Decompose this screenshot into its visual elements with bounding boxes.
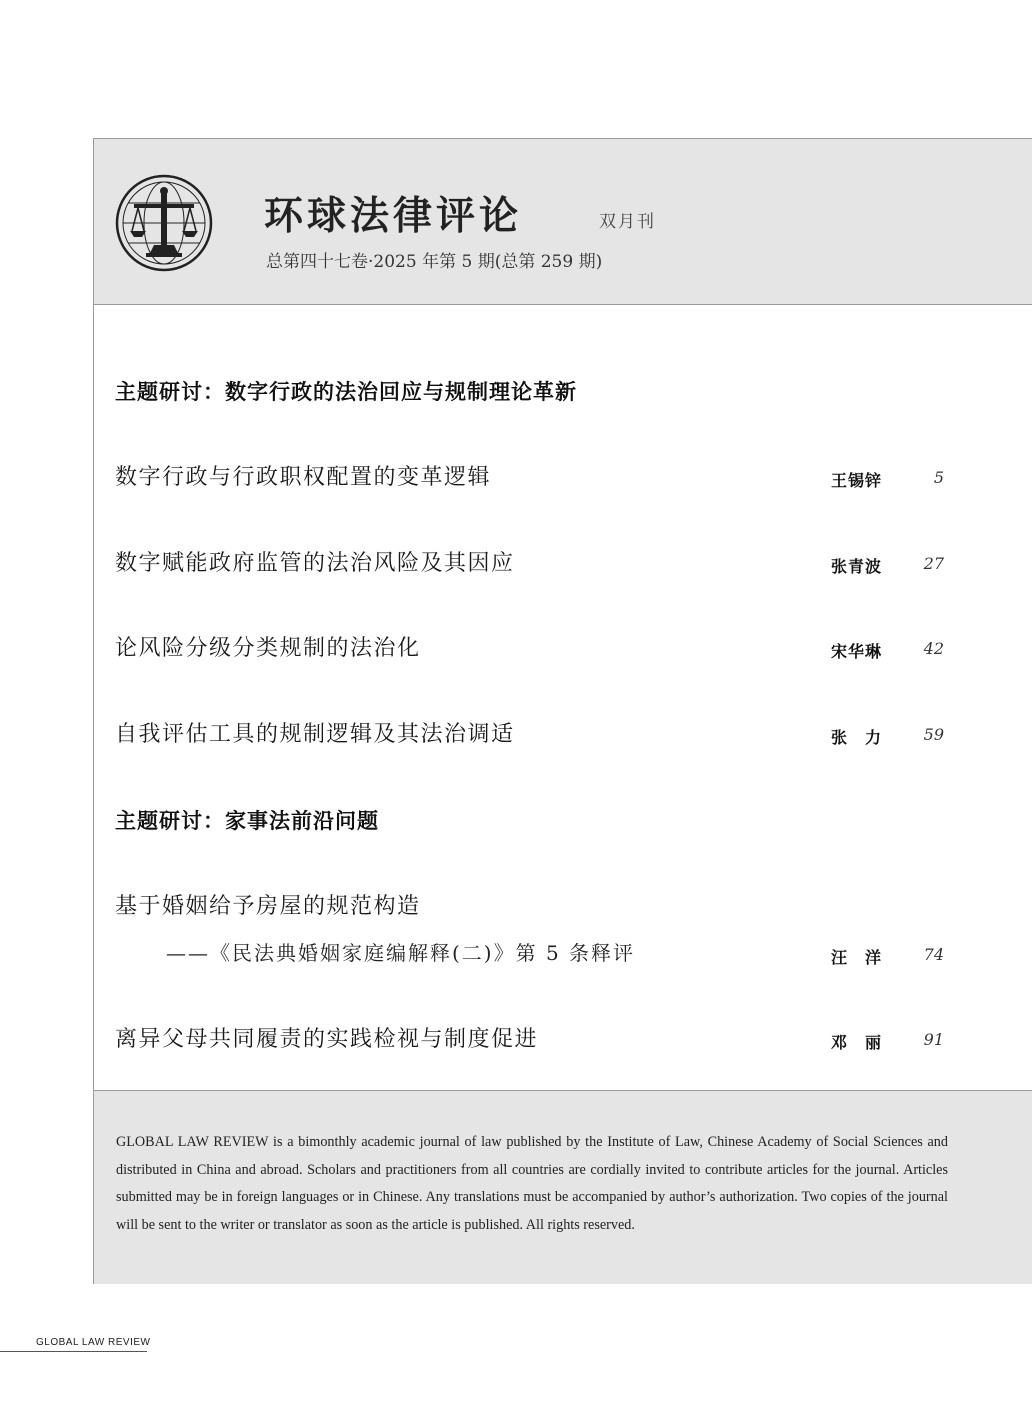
article-author: 邓丽 bbox=[831, 1033, 900, 1052]
article-author: 张力 bbox=[831, 728, 900, 747]
journal-title: 环球法律评论 bbox=[264, 194, 523, 239]
journal-statement: GLOBAL LAW REVIEW is a bimonthly academic journal of law published by the Institute of Law, Chinese Academy of Social Sciences and distributed in China and abroad. Scholars and practitioners from all countries are cordially invited to contribute articles for the journal. Articles submitted may be in foreign languages or in Chinese. Any translations must be accompanied by author’s authorization. Two copies of the journal will be sent to the writer or translator as soon as the article is published. All rights reserved. bbox=[116, 1134, 948, 1233]
running-head-rule bbox=[0, 1351, 147, 1352]
article-author: 汪洋 bbox=[831, 948, 900, 967]
running-head: GLOBAL LAW REVIEW bbox=[36, 1337, 151, 1348]
article-page: 74 bbox=[923, 945, 944, 964]
journal-header bbox=[94, 139, 1032, 305]
contents-frame bbox=[93, 138, 1032, 1284]
article-page: 59 bbox=[923, 725, 944, 744]
article-page: 91 bbox=[923, 1030, 944, 1049]
article-title[interactable]: 数字行政与行政职权配置的变革逻辑 bbox=[115, 465, 492, 490]
section-heading: 主题研讨：家事法前沿问题 bbox=[115, 809, 379, 833]
article-author: 宋华琳 bbox=[831, 642, 883, 661]
issue-info: 总第四十七卷·2025 年第 5 期(总第 259 期) bbox=[266, 252, 603, 272]
article-page: 5 bbox=[933, 468, 944, 487]
article-title[interactable]: 数字赋能政府监管的法治风险及其因应 bbox=[115, 551, 515, 576]
article-title[interactable]: 论风险分级分类规制的法治化 bbox=[115, 636, 421, 661]
article-page: 42 bbox=[923, 639, 944, 658]
article-title[interactable]: 离异父母共同履责的实践检视与制度促进 bbox=[115, 1027, 539, 1052]
article-author: 张青波 bbox=[831, 557, 883, 576]
publication-frequency: 双月刊 bbox=[599, 212, 656, 232]
scales-of-justice-globe-icon bbox=[114, 173, 214, 273]
article-page: 27 bbox=[923, 554, 944, 573]
article-title[interactable]: 基于婚姻给予房屋的规范构造 bbox=[115, 894, 421, 919]
article-title[interactable]: 自我评估工具的规制逻辑及其法治调适 bbox=[115, 722, 515, 747]
article-subtitle: ——《民法典婚姻家庭编解释(二)》第 5 条释评 bbox=[166, 941, 636, 965]
journal-statement-box bbox=[94, 1090, 1032, 1284]
article-author: 王锡锌 bbox=[831, 471, 883, 490]
section-heading: 主题研讨：数字行政的法治回应与规制理论革新 bbox=[115, 380, 577, 404]
